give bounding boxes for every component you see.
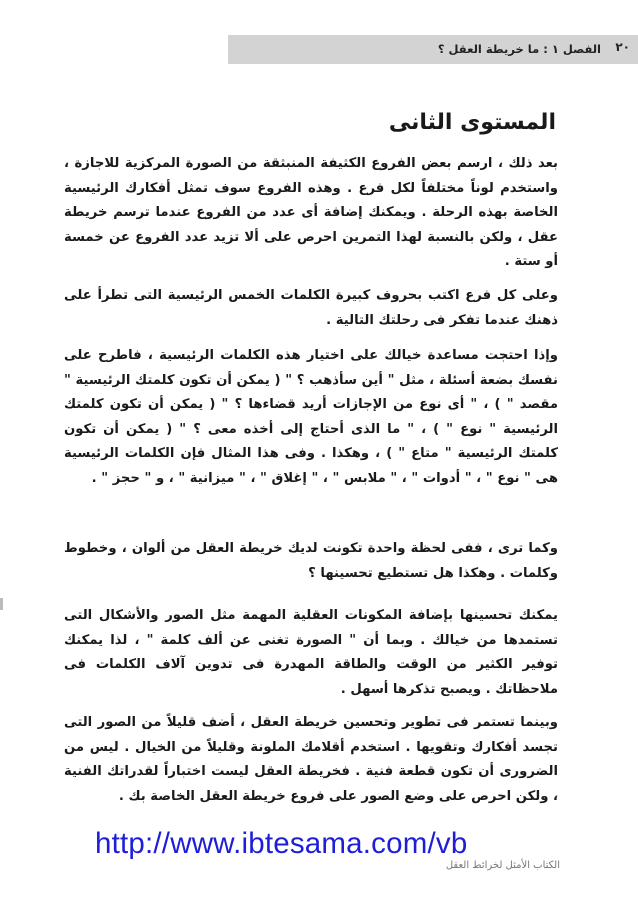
paragraph-6: وبينما تستمر فى تطوير وتحسين خريطة العقل ، أضف قليلاً من الصور التى تجسد أفكارك وتقويها . استخدم أقلامك الملونة وقليلاً من الخيال . ليس من الضرورى أن تكون قطعة فنية . فخريطة العقل ليست اختباراً لقدراتك الفنية ، ولكن احرص على وضع الصور على فروع خريطة العقل الخاصة بك . xyxy=(64,715,558,804)
page-header-bar xyxy=(228,35,638,64)
paragraph-5: يمكنك تحسينها بإضافة المكونات العقلية المهمة مثل الصور والأشكال التى تستمدها من خيالك . وبما أن " الصورة تغنى عن ألف كلمة " ، لذا يمكنك توفير الكثير من الوقت والطاقة المهدرة فى تدوين آلاف الكلمات فى ملاحظاتك . ويصبح تذكرها أسهل . xyxy=(64,608,558,697)
watermark-url[interactable]: http://www.ibtesama.com/vb xyxy=(91,826,471,862)
paragraph-1: بعد ذلك ، ارسم بعض الفروع الكثيفة المنبثقة من الصورة المركزية للاجازة ، واستخدم لوناً مختلفاً لكل فرع . وهذه الفروع سوف تمثل أفكارك الرئيسية الخاصة بهذه الرحلة . ويمكنك إضافة أى عدد من الفروع عندما ترسم خريطة عقل ، ولكن بالنسبة لهذا التمرين احرص على ألا تزيد عدد الفروع عن خمسة أو ستة . xyxy=(64,156,558,269)
chapter-title: الفصل ١ : ما خريطة العقل ؟ xyxy=(437,42,601,56)
section-heading: المستوى الثانى xyxy=(388,110,556,135)
paragraph-4: وكما ترى ، ففى لحظة واحدة تكونت لديك خريطة العقل من ألوان ، وخطوط وكلمات . وهكذا هل تستطيع تحسينها ؟ xyxy=(64,541,558,581)
page-number: ٢٠ xyxy=(615,40,630,54)
paragraph-2: وعلى كل فرع اكتب بحروف كبيرة الكلمات الخمس الرئيسية التى تطرأ على ذهنك عندما تفكر فى رحلتك التالية . xyxy=(64,288,558,328)
paragraph-3: وإذا احتجت مساعدة خيالك على اختيار هذه الكلمات الرئيسية ، فاطرح على نفسك بضعة أسئلة ، مثل " أين سأذهب ؟ " ( يمكن أن تكون كلمتك الرئيسية " مقصد " ) ، " أى نوع من الإجازات أريد قضاءها ؟ " ( يمكن أن تكون كلمتك الرئيسية " نوع " ) ، " ما الذى أحتاج إلى أخذه معى ؟ " ( يمكن أن تكون كلمتك الرئيسية " متاع " ) ، وهكذا . وفى هذا المثال فإن الكلمات الرئيسية هى " نوع " ، " أدوات " ، " ملابس " ، " إغلاق " ، " ميزانية " ، و " حجز " . xyxy=(64,348,558,486)
footer-book-title: الكتاب الأمثل لخرائط العقل xyxy=(445,860,560,871)
margin-mark xyxy=(0,598,3,610)
